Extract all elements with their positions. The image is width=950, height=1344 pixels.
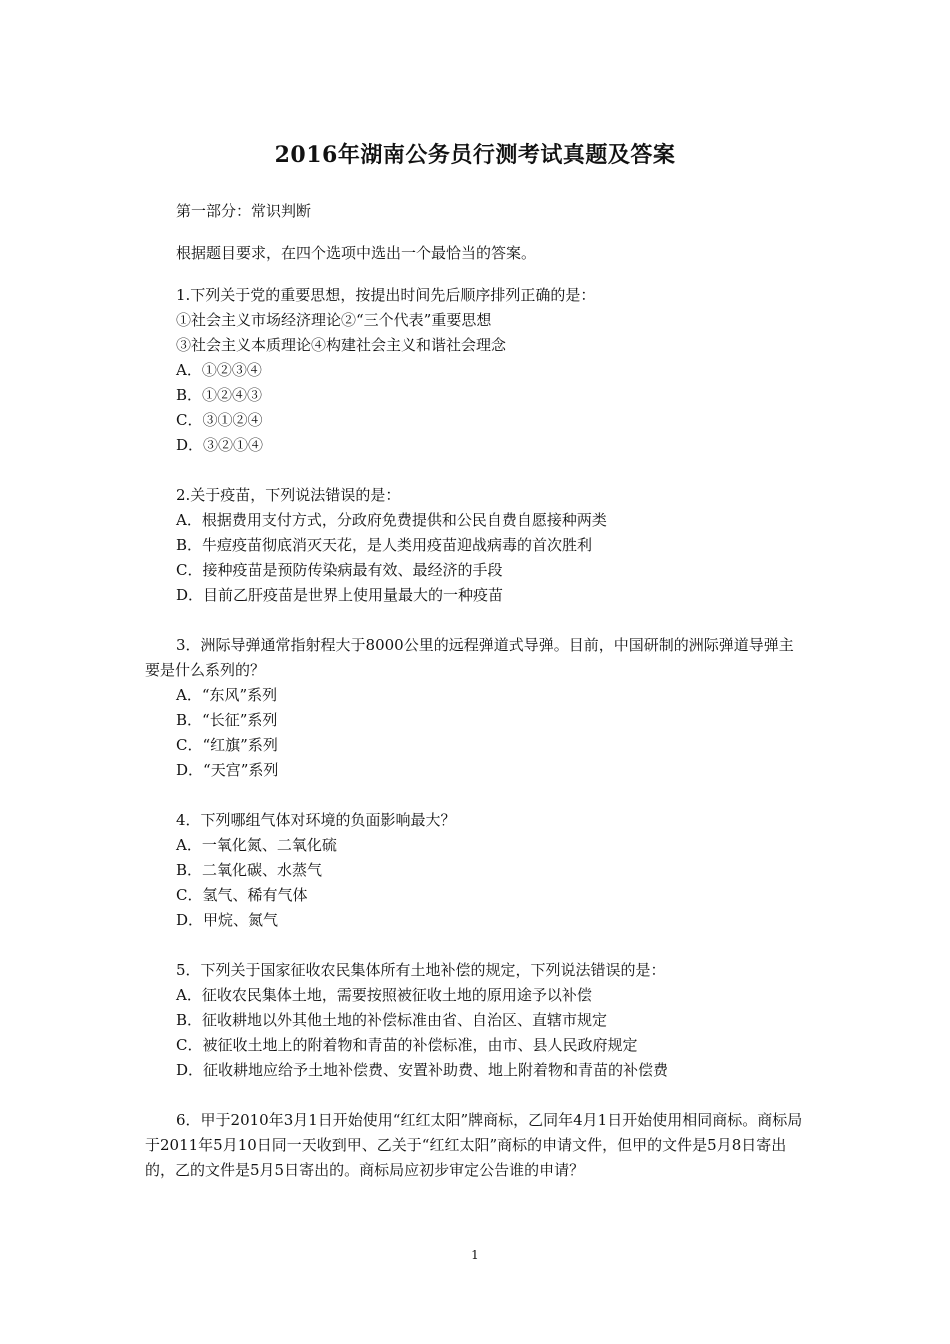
- answer-option-d: D．征收耕地应给予土地补偿费、安置补助费、地上附着物和青苗的补偿费: [176, 1061, 669, 1079]
- question-stem: 2.关于疫苗，下列说法错误的是：: [176, 486, 401, 504]
- answer-option-a: A．根据费用支付方式，分政府免费提供和公民自费自愿接种两类: [176, 511, 607, 529]
- section-heading: 第一部分：常识判断: [176, 202, 312, 220]
- question-stem: 5．下列关于国家征收农民集体所有土地补偿的规定，下列说法错误的是：: [176, 961, 666, 979]
- answer-option-b: B．牛痘疫苗彻底消灭天花，是人类用疫苗迎战病毒的首次胜利: [176, 536, 593, 554]
- answer-option-a: A．①②③④: [176, 361, 262, 379]
- instruction-text: 根据题目要求，在四个选项中选出一个最恰当的答案。: [176, 244, 537, 262]
- answer-option-c: C．被征收土地上的附着物和青苗的补偿标准，由市、县人民政府规定: [176, 1036, 638, 1054]
- answer-option-c: C．“红旗”系列: [176, 736, 278, 754]
- answer-option-d: D．目前乙肝疫苗是世界上使用量最大的一种疫苗: [176, 586, 504, 604]
- page-title: 2016年湖南公务员行测考试真题及答案: [274, 142, 676, 168]
- document-body: [145, 199, 805, 1183]
- answer-option-d: D．③②①④: [176, 436, 264, 454]
- question-stem: 1.下列关于党的重要思想，按提出时间先后顺序排列正确的是：: [176, 286, 596, 304]
- answer-option-c: C．氢气、稀有气体: [176, 886, 308, 904]
- answer-option-a: A．征收农民集体土地，需要按照被征收土地的原用途予以补偿: [176, 986, 592, 1004]
- answer-option-a: A．一氧化氮、二氧化硫: [176, 836, 337, 854]
- answer-option-b: B．“长征”系列: [176, 711, 278, 729]
- question-stem: 4．下列哪组气体对环境的负面影响最大？: [176, 811, 456, 829]
- answer-option-b: B．①②④③: [176, 386, 263, 404]
- page-number: 1: [471, 1248, 479, 1262]
- answer-option-c: C．③①②④: [176, 411, 263, 429]
- answer-option-c: C．接种疫苗是预防传染病最有效、最经济的手段: [176, 561, 503, 579]
- answer-option-b: B．二氧化碳、水蒸气: [176, 861, 323, 879]
- question-extra-line: ③社会主义本质理论④构建社会主义和谐社会理念: [176, 336, 507, 354]
- question-extra-line: ①社会主义市场经济理论②“三个代表”重要思想: [176, 311, 492, 329]
- answer-option-a: A．“东风”系列: [176, 686, 278, 704]
- answer-option-d: D．“天宫”系列: [176, 761, 279, 779]
- answer-option-b: B．征收耕地以外其他土地的补偿标准由省、自治区、直辖市规定: [176, 1011, 608, 1029]
- question-stem: 6．甲于2010年3月1日开始使用“红红太阳”牌商标，乙同年4月1日开始使用相同商标。商标局于2011年5月10日同一天收到甲、乙关于“红红太阳”商标的申请文件，但甲的文件是5月8日寄出的，乙的文件是5月5日寄出的。商标局应初步审定公告谁的申请？: [145, 1111, 803, 1179]
- question-stem: 3．洲际导弹通常指射程大于8000公里的远程弹道式导弹。目前，中国研制的洲际弹道导弹主要是什么系列的？: [145, 636, 794, 679]
- answer-option-d: D．甲烷、氮气: [176, 911, 279, 929]
